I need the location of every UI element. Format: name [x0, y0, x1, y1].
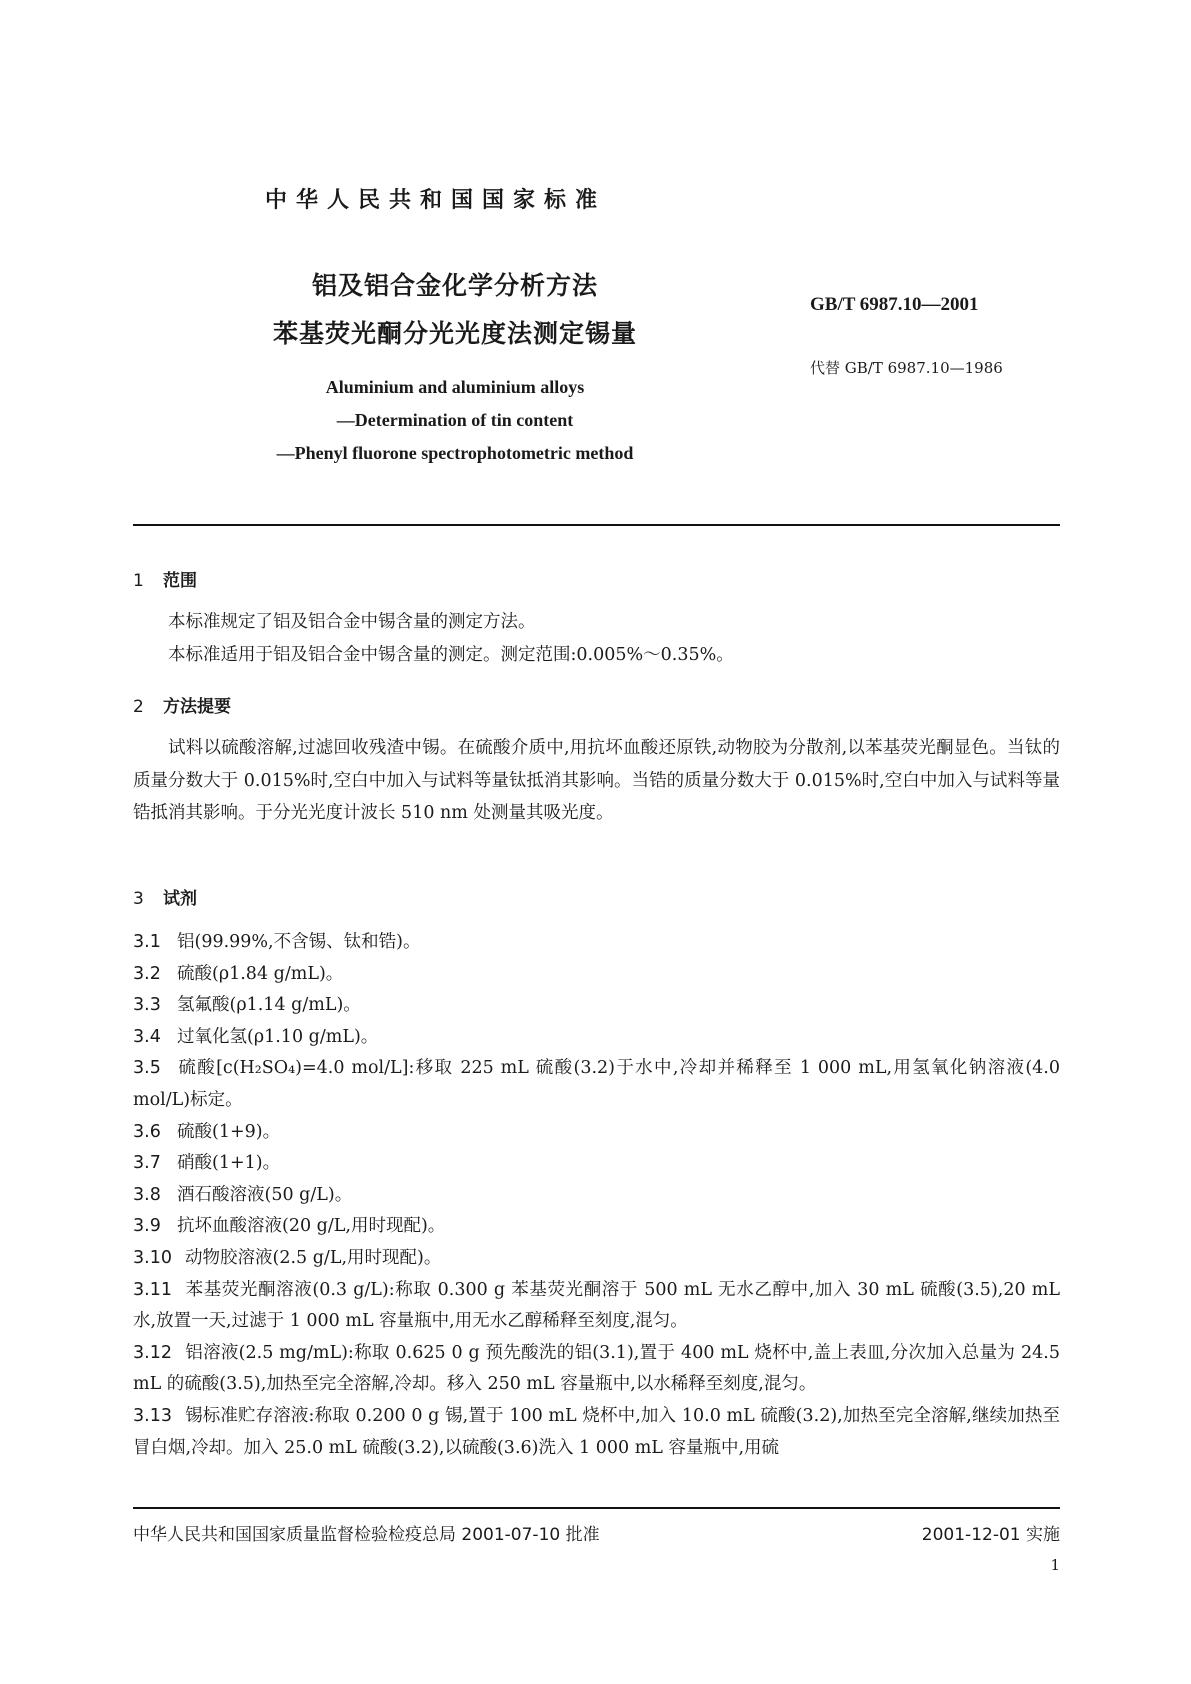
item-text: 硫酸[c(H₂SO₄)=4.0 mol/L]:移取 225 mL 硫酸(3.2)于水中,冷却并稀释至 1 000 mL,用氢氧化钠溶液(4.0 mol/L)标定。 — [133, 1058, 1060, 1110]
item-text: 抗坏血酸溶液(20 g/L,用时现配)。 — [177, 1216, 446, 1237]
item-number: 3.9 — [133, 1216, 161, 1237]
reagent-item — [133, 959, 1060, 991]
reagent-item — [133, 990, 1060, 1022]
section-heading: 3 试剂 — [133, 889, 197, 909]
approval-text: 中华人民共和国国家质量监督检验检疫总局 2001-07-10 批准 — [133, 1525, 600, 1545]
section-heading: 2 方法提要 — [133, 697, 231, 717]
reagent-item — [133, 1180, 1060, 1212]
standard-code: GB/T 6987.10—2001 — [810, 294, 979, 315]
english-title-3: —Phenyl fluorone spectrophotometric method — [276, 443, 634, 463]
reagent-item — [133, 1117, 1060, 1149]
item-text: 锡标准贮存溶液:称取 0.200 0 g 锡,置于 100 mL 烧杯中,加入 10.0 mL 硫酸(3.2),加热至完全溶解,继续加热至冒白烟,冷却。加入 25.0 mL 硫酸(3.2),以硫酸(3.6)洗入 1 000 mL 容量瓶中,用硫 — [133, 1405, 1060, 1458]
item-number: 3.4 — [133, 1026, 161, 1047]
replaces-code: 代替 GB/T 6987.10—1986 — [810, 359, 1003, 377]
item-number: 3.6 — [133, 1121, 161, 1142]
item-number: 3.10 — [133, 1247, 172, 1268]
paragraph: 本标准适用于铝及铝合金中锡含量的测定。测定范围:0.005%～0.35%。 — [168, 644, 734, 665]
item-text: 酒石酸溶液(50 g/L)。 — [177, 1184, 353, 1205]
section-2-body — [133, 732, 1060, 830]
item-text: 硫酸(ρ1.84 g/mL)。 — [177, 963, 344, 984]
reagent-item — [133, 1401, 1060, 1464]
item-text: 铝溶液(2.5 mg/mL):称取 0.625 0 g 预先酸洗的铝(3.1),置于 400 mL 烧杯中,盖上表皿,分次加入总量为 24.5 mL 的硫酸(3.5),加热至完全溶解,冷却。移入 250 mL 容量瓶中,以水稀释至刻度,混匀。 — [133, 1342, 1060, 1395]
title-line-2: 苯基荧光酮分光光度法测定锡量 — [272, 319, 637, 348]
item-text: 过氧化氢(ρ1.10 g/mL)。 — [177, 1026, 379, 1047]
reagent-item — [133, 1243, 1060, 1275]
page-number: 1 — [1050, 1556, 1060, 1574]
item-number: 3.2 — [133, 963, 161, 984]
item-number: 3.3 — [133, 995, 161, 1016]
english-title-1: Aluminium and aluminium alloys — [325, 377, 585, 397]
item-text: 动物胶溶液(2.5 g/L,用时现配)。 — [185, 1247, 442, 1268]
paragraph: 试料以硫酸溶解,过滤回收残渣中锡。在硫酸介质中,用抗坏血酸还原铁,动物胶为分散剂,以苯基荧光酮显色。当钛的质量分数大于 0.015%时,空白中加入与试料等量钛抵消其影响。当锆的质量分数大于 0.015%时,空白中加入与试料等量锆抵消其影响。于分光光度计波长 510 nm 处测量其吸光度。 — [133, 738, 1060, 823]
reagent-item — [133, 927, 1060, 959]
reagent-item — [133, 1053, 1060, 1116]
title-line-1: 铝及铝合金化学分析方法 — [311, 271, 598, 300]
item-text: 苯基荧光酮溶液(0.3 g/L):称取 0.300 g 苯基荧光酮溶于 500 mL 无水乙醇中,加入 30 mL 硫酸(3.5),20 mL 水,放置一天,过滤于 1 000 mL 容量瓶中,用无水乙醇稀释至刻度,混匀。 — [133, 1279, 1060, 1332]
national-standard-heading: 中华人民共和国国家标准 — [265, 188, 607, 213]
item-text: 铝(99.99%,不含锡、钛和锆)。 — [177, 932, 421, 952]
item-number: 3.11 — [133, 1279, 172, 1300]
footer-rule — [133, 1507, 1060, 1509]
item-number: 3.12 — [133, 1342, 172, 1363]
item-number: 3.5 — [133, 1058, 161, 1079]
paragraph: 本标准规定了铝及铝合金中锡含量的测定方法。 — [168, 612, 536, 632]
reagent-item — [133, 1338, 1060, 1401]
section-3-body — [133, 927, 1060, 1464]
reagent-item — [133, 1211, 1060, 1243]
item-number: 3.8 — [133, 1184, 161, 1205]
reagent-item — [133, 1022, 1060, 1054]
header-rule — [133, 524, 1060, 526]
implementation-date: 2001-12-01 实施 — [921, 1525, 1060, 1545]
item-text: 硝酸(1+1)。 — [177, 1153, 281, 1174]
section-heading: 1 范围 — [133, 571, 197, 591]
item-number: 3.7 — [133, 1153, 161, 1174]
item-text: 氢氟酸(ρ1.14 g/mL)。 — [177, 995, 361, 1016]
section-1-body — [133, 606, 1060, 671]
english-title-2: —Determination of tin content — [336, 410, 574, 430]
item-number: 3.1 — [133, 932, 161, 952]
item-text: 硫酸(1+9)。 — [177, 1121, 281, 1142]
item-number: 3.13 — [133, 1405, 172, 1426]
reagent-item — [133, 1275, 1060, 1338]
reagent-item — [133, 1148, 1060, 1180]
